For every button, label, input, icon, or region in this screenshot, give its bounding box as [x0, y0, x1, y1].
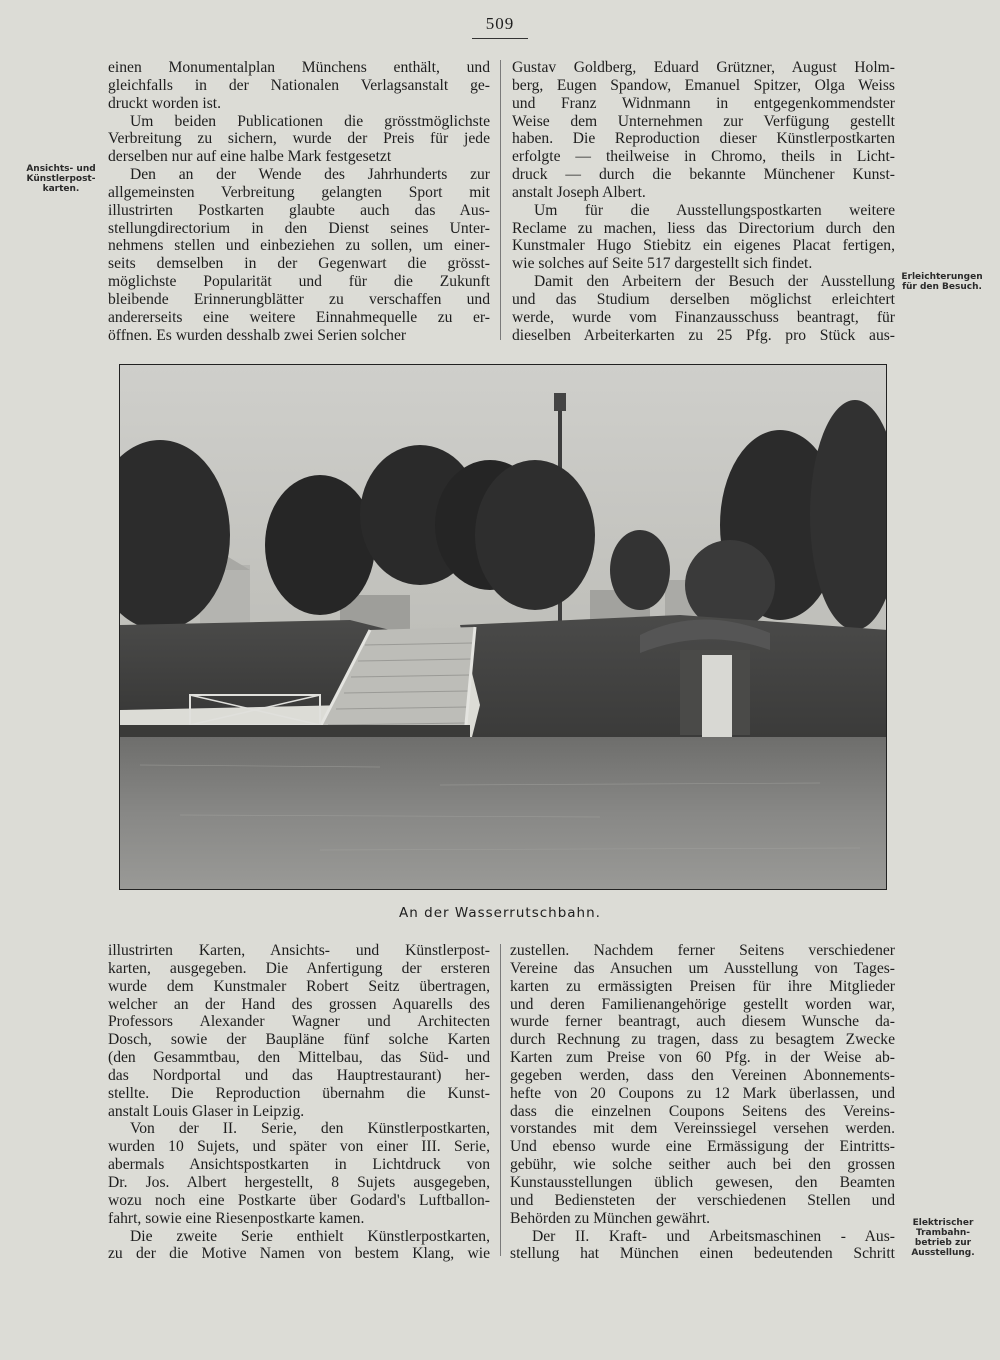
text-line: möglichste Popularität und für die Zukunft — [108, 273, 490, 291]
text-column-top-right — [512, 59, 895, 345]
text-line: durch Rechnung zu tragen, dass zu besagtem Zwecke — [510, 1031, 895, 1049]
margin-note-line: Ansichts- und — [26, 164, 96, 174]
text-line: Dosch, sowie der Baupläne fünf solche Karten — [108, 1031, 490, 1049]
text-line: dieselben Arbeiterkarten zu 25 Pfg. pro Stück aus- — [512, 326, 895, 344]
text-line: haben. Die Reproduction dieser Künstlerpostkarten — [512, 130, 895, 148]
text-line: dass die einzelnen Coupons Seitens des Vereins- — [510, 1102, 895, 1120]
text-line: Reclame zu machen, liess das Directorium durch den — [512, 219, 895, 237]
text-line: stellungdirectorium in den Dienst seines Unter- — [108, 219, 490, 237]
text-line: erfolgte — theilweise in Chromo, theils in Licht- — [512, 148, 895, 166]
page-number-rule — [472, 38, 528, 39]
text-line: und Bediensteten der verschiedenen Stellen und — [510, 1191, 895, 1209]
text-line: Den an der Wende des Jahrhunderts zur — [130, 166, 490, 184]
text-line: Kunstausstellungen üblich gewesen, den Beamten — [510, 1173, 895, 1191]
text-line: einen Monumentalplan Münchens enthält, und — [108, 59, 490, 76]
text-line: anstalt Joseph Albert. — [512, 183, 646, 201]
margin-note-line: für den Besuch. — [902, 282, 982, 292]
text-line: druckt worden ist. — [108, 94, 222, 112]
text-line: hefte von 20 Coupons zu 12 Mark überlassen, und — [510, 1084, 895, 1102]
text-line: karten zu ermässigten Preisen für ihre Mitglieder — [510, 977, 895, 995]
text-line: Kunstmaler Hugo Stiebitz ein eigenes Placat fertigen, — [512, 237, 895, 255]
text-line: Der II. Kraft- und Arbeitsmaschinen - Aus- — [532, 1227, 895, 1245]
text-line: allgemeinsten Verbreitung gelangten Sport mit — [108, 183, 490, 201]
text-line: vorstandes mit dem Vereinssiegel versehen werden. — [510, 1120, 895, 1138]
text-line: und deren Familienangehörige gestellt worden war, — [510, 995, 895, 1013]
column-divider-top — [500, 60, 501, 340]
text-line: derselben nur auf eine halbe Mark festgesetzt — [108, 148, 392, 166]
text-line: wozu noch eine Postkarte über Godard's Luftballon- — [108, 1191, 490, 1209]
text-column-bottom-right — [510, 942, 895, 1263]
margin-note-line: Ausstellung. — [911, 1248, 975, 1258]
text-line: öffnen. Es wurden desshalb zwei Serien solcher — [108, 326, 407, 344]
column-divider-bottom — [500, 944, 501, 1256]
margin-note-trambahn — [906, 1218, 980, 1258]
text-line: werde, wurde vom Finanzausschuss beantragt, für — [512, 308, 895, 326]
text-line: Die zweite Serie enthielt Künstlerpostkarten, — [130, 1227, 490, 1245]
text-line: zustellen. Nachdem ferner Seitens verschiedener — [510, 942, 895, 959]
text-line: stellte. Die Reproduction übernahm die Kunst- — [108, 1084, 490, 1102]
text-line: berg, Eugen Spandow, Emanuel Spitzer, Olga Weiss — [512, 76, 895, 94]
text-line: Vereine das Ansuchen um Ausstellung von Tages- — [510, 959, 895, 977]
text-line: und Franz Widnmann in entgegenkommendster — [512, 94, 895, 112]
text-line: fahrt, sowie eine Riesenpostkarte kamen. — [108, 1209, 365, 1227]
margin-note-line: karten. — [42, 184, 80, 194]
figure-caption: An der Wasserrutschbahn. — [399, 905, 601, 921]
text-line: illustrirten Karten, Ansichts- und Künstlerpost- — [108, 942, 490, 959]
text-line: Und ebenso wurde eine Ermässigung der Eintritts- — [510, 1138, 895, 1156]
text-line: gebühr, wie solche seither auch bei den grossen — [510, 1156, 895, 1174]
text-line: (den Gesammtbau, den Mittelbau, das Süd- und — [108, 1049, 490, 1067]
text-line: wurden 10 Sujets, und später von einer III. Serie, — [108, 1138, 490, 1156]
text-line: druck — durch die bekannte Münchener Kunst- — [512, 166, 895, 184]
text-line: abermals Ansichtspostkarten in Lichtdruck von — [108, 1156, 490, 1174]
text-line: gegeben werden, dass den Vereinen Abonnements- — [510, 1066, 895, 1084]
text-line: anstalt Louis Glaser in Leipzig. — [108, 1102, 305, 1120]
text-line: karten, ausgegeben. Die Anfertigung der ersteren — [108, 959, 490, 977]
text-line: wurde ferner beantragt, auch diesem Wunsche da- — [510, 1013, 895, 1031]
text-line: bleibende Erinnerungblätter zu verschaffen und — [108, 290, 490, 308]
text-line: seits demselben in der Gegenwart die grösst- — [108, 255, 490, 273]
margin-note-erleichterungen — [898, 272, 986, 292]
text-line: zu der die Motive Namen von bestem Klang, wie — [108, 1245, 490, 1263]
text-line: andererseits eine weitere Einnahmequelle zu er- — [108, 308, 490, 326]
text-line: Weise dem Unternehmen zur Verfügung gestellt — [512, 112, 895, 130]
margin-note-line: Elektrischer — [912, 1218, 974, 1228]
text-line: wurde dem Kunstmaler Robert Seitz übertragen, — [108, 977, 490, 995]
margin-note-line: Künstlerpost- — [26, 174, 96, 184]
text-line: Um beiden Publicationen die grösstmöglichste — [130, 112, 490, 130]
text-line: Behörden zu München gewährt. — [510, 1209, 711, 1227]
text-line: welcher an der Hand des grossen Aquarells des — [108, 995, 490, 1013]
text-line: Karten zum Preise von 60 Pfg. in der Weise ab- — [510, 1049, 895, 1067]
text-line: nehmens stellen und einbeziehen zu sollen, um einer- — [108, 237, 490, 255]
page-number: 509 — [485, 14, 515, 33]
text-column-top-left — [108, 59, 490, 345]
text-line: das Nordportal und das Hauptrestaurant) her- — [108, 1066, 490, 1084]
text-line: gleichfalls in der Nationalen Verlagsanstalt ge- — [108, 76, 490, 94]
text-line: Dr. Jos. Albert hergestellt, 8 Sujets ausgegeben, — [108, 1173, 490, 1191]
text-line: Damit den Arbeitern der Besuch der Ausstellung — [534, 273, 895, 291]
margin-note-line: betrieb zur — [914, 1238, 972, 1248]
text-line: Professors Alexander Wagner und Architecten — [108, 1013, 490, 1031]
text-column-bottom-left — [108, 942, 490, 1263]
margin-note-line: Trambahn- — [915, 1228, 971, 1238]
text-line: illustrirten Postkarten glaubte auch das Aus- — [108, 201, 490, 219]
photograph-illustration — [120, 365, 887, 890]
text-line: wie solches auf Seite 517 dargestellt sich findet. — [512, 255, 813, 273]
text-line: stellung hat München einen bedeutenden Schritt — [510, 1245, 895, 1263]
text-line: Gustav Goldberg, Eduard Grützner, August Holm- — [512, 59, 895, 76]
text-line: und das Studium derselben möglichst erleichtert — [512, 290, 895, 308]
photograph-wasserrutschbahn — [119, 364, 887, 890]
margin-note-ansichtskarten — [22, 164, 100, 194]
text-line: Von der II. Serie, den Künstlerpostkarten, — [130, 1120, 490, 1138]
text-line: Um für die Ausstellungspostkarten weitere — [534, 201, 895, 219]
text-line: Verbreitung zu sichern, wurde der Preis für jede — [108, 130, 490, 148]
margin-note-line: Erleichterungen — [901, 272, 983, 282]
